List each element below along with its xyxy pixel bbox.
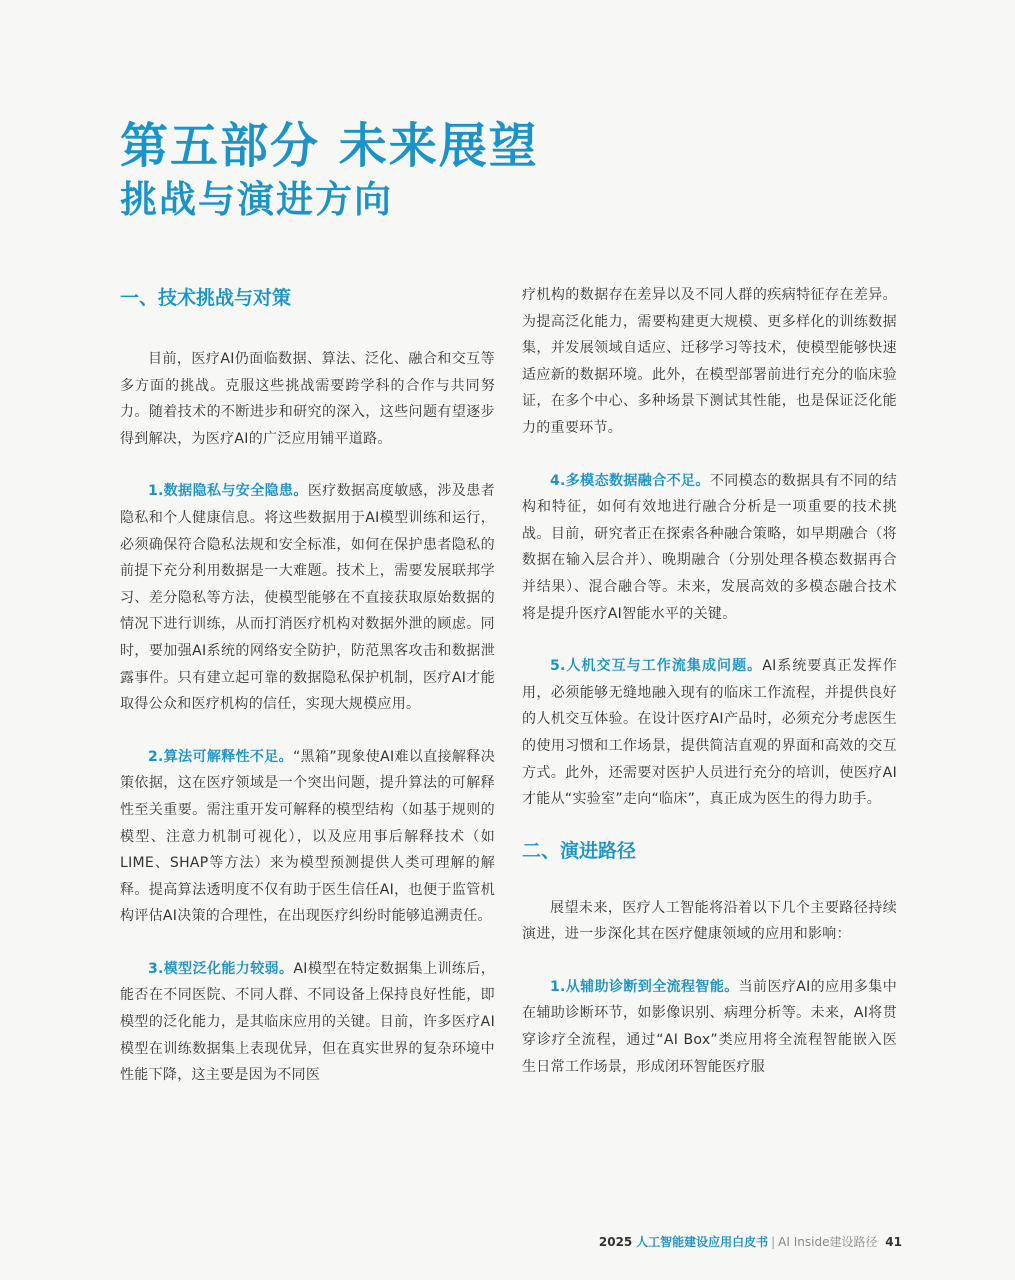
item-multimodal [522,468,897,628]
item-text: AI模型在特定数据集上训练后，能否在不同医院、不同人群、不同设备上保持良好性能，即模型的泛化能力，是其临床应用的关键。目前，许多医疗AI模型在训练数据集上表现优异，但在真实世界的复杂环境中性能下降，这主要是因为不同医 [120,960,495,1084]
item-lead: 3.模型泛化能力较弱。 [148,960,294,977]
item-text: 医疗数据高度敏感，涉及患者隐私和个人健康信息。将这些数据用于AI模型训练和运行，必须确保符合隐私法规和安全标准，如何在保护患者隐私的前提下充分利用数据是一大难题。技术上，需要发展联邦学习、差分隐私等方法，使模型能够在不直接获取原始数据的情况下进行训练，从而打消医疗机构对数据外泄的顾虑。同时，要加强AI系统的网络安全防护，防范黑客攻击和数据泄露事件。只有建立起可靠的数据隐私保护机制，医疗AI才能取得公众和医疗机构的信任，实现大规模应用。 [120,483,495,713]
footer-title: 人工智能建设应用白皮书 [636,1235,769,1249]
part-subtitle: 挑战与演进方向 [120,177,393,221]
section2-intro: 展望未来，医疗人工智能将沿着以下几个主要路径持续演进，进一步深化其在医疗健康领域的应用和影响： [522,899,897,943]
item-lead: 1.从辅助诊断到全流程智能。 [550,978,739,995]
item-text: 当前医疗AI的应用多集中在辅助诊断环节，如影像识别、病理分析等。未来，AI将贯穿诊疗全流程，通过“AI Box”类应用将全流程智能嵌入医生日常工作场景，形成闭环智能医疗服 [522,978,897,1075]
section1-heading: 一、技术挑战与对策 [120,287,292,309]
item-hci-workflow [522,653,897,813]
item-lead: 5.人机交互与工作流集成问题。 [550,658,763,675]
footer-year: 2025 [598,1235,633,1249]
item-text: AI系统要真正发挥作用，必须能够无缝地融入现有的临床工作流程，并提供良好的人机交互体验。在设计医疗AI产品时，必须充分考虑医生的使用习惯和工作场景，提供简洁直观的界面和高效的交互方式。此外，还需要对医护人员进行充分的培训，使医疗AI才能从“实验室”走向“临床”，真正成为医生的得力助手。 [522,658,897,808]
item-lead: 1.数据隐私与安全隐患。 [148,483,308,500]
footer-separator: | [771,1235,776,1249]
item-text: “黑箱”现象使AI难以直接解释决策依据，这在医疗领域是一个突出问题，提升算法的可解释性至关重要。需注重开发可解释的模型结构（如基于规则的模型、注意力机制可视化），以及应用事后解释技术（如LIME、SHAP等方法）来为模型预测提供人类可理解的解释。提高算法透明度不仅有助于医生信任AI，也便于监管机构评估AI决策的合理性，在出现医疗纠纷时能够追溯责任。 [120,748,496,925]
right-column [522,282,897,1080]
item-full-process [522,974,897,1080]
section2-heading: 二、演进路径 [522,839,637,862]
left-column [120,282,495,1089]
item-lead: 4.多模态数据融合不足。 [550,472,710,489]
item-text: 不同模态的数据具有不同的结构和特征，如何有效地进行融合分析是一项重要的技术挑战。目前，研究者正在探索各种融合策略，如早期融合（将数据在输入层合并）、晚期融合（分别处理各模态数据再合并结果）、混合融合等。未来，发展高效的多模态融合技术将是提升医疗AI智能水平的关键。 [522,472,897,622]
page-number: 41 [885,1235,902,1249]
item-lead: 2.算法可解释性不足。 [148,748,294,765]
section1-intro: 目前，医疗AI仍面临数据、算法、泛化、融合和交互等多方面的挑战。克服这些挑战需要跨学科的合作与共同努力。随着技术的不断进步和研究的深入，这些问题有望逐步得到解决，为医疗AI的广泛应用铺平道路。 [120,351,495,447]
part-title: 第五部分 未来展望 [120,118,539,174]
item-data-privacy [120,478,495,717]
item-generalization [120,956,495,1089]
item-explainability [120,744,495,930]
page-footer [599,1232,902,1252]
footer-subtitle: AI Inside建设路径 [778,1235,878,1249]
item-generalization-continued: 疗机构的数据存在差异以及不同人群的疾病特征存在差异。为提高泛化能力，需要构建更大规模、更多样化的训练数据集，并发展领域自适应、迁移学习等技术，使模型能够快速适应新的数据环境。此外，在模型部署前进行充分的临床验证，在多个中心、多种场景下测试其性能，也是保证泛化能力的重要环节。 [522,287,897,436]
